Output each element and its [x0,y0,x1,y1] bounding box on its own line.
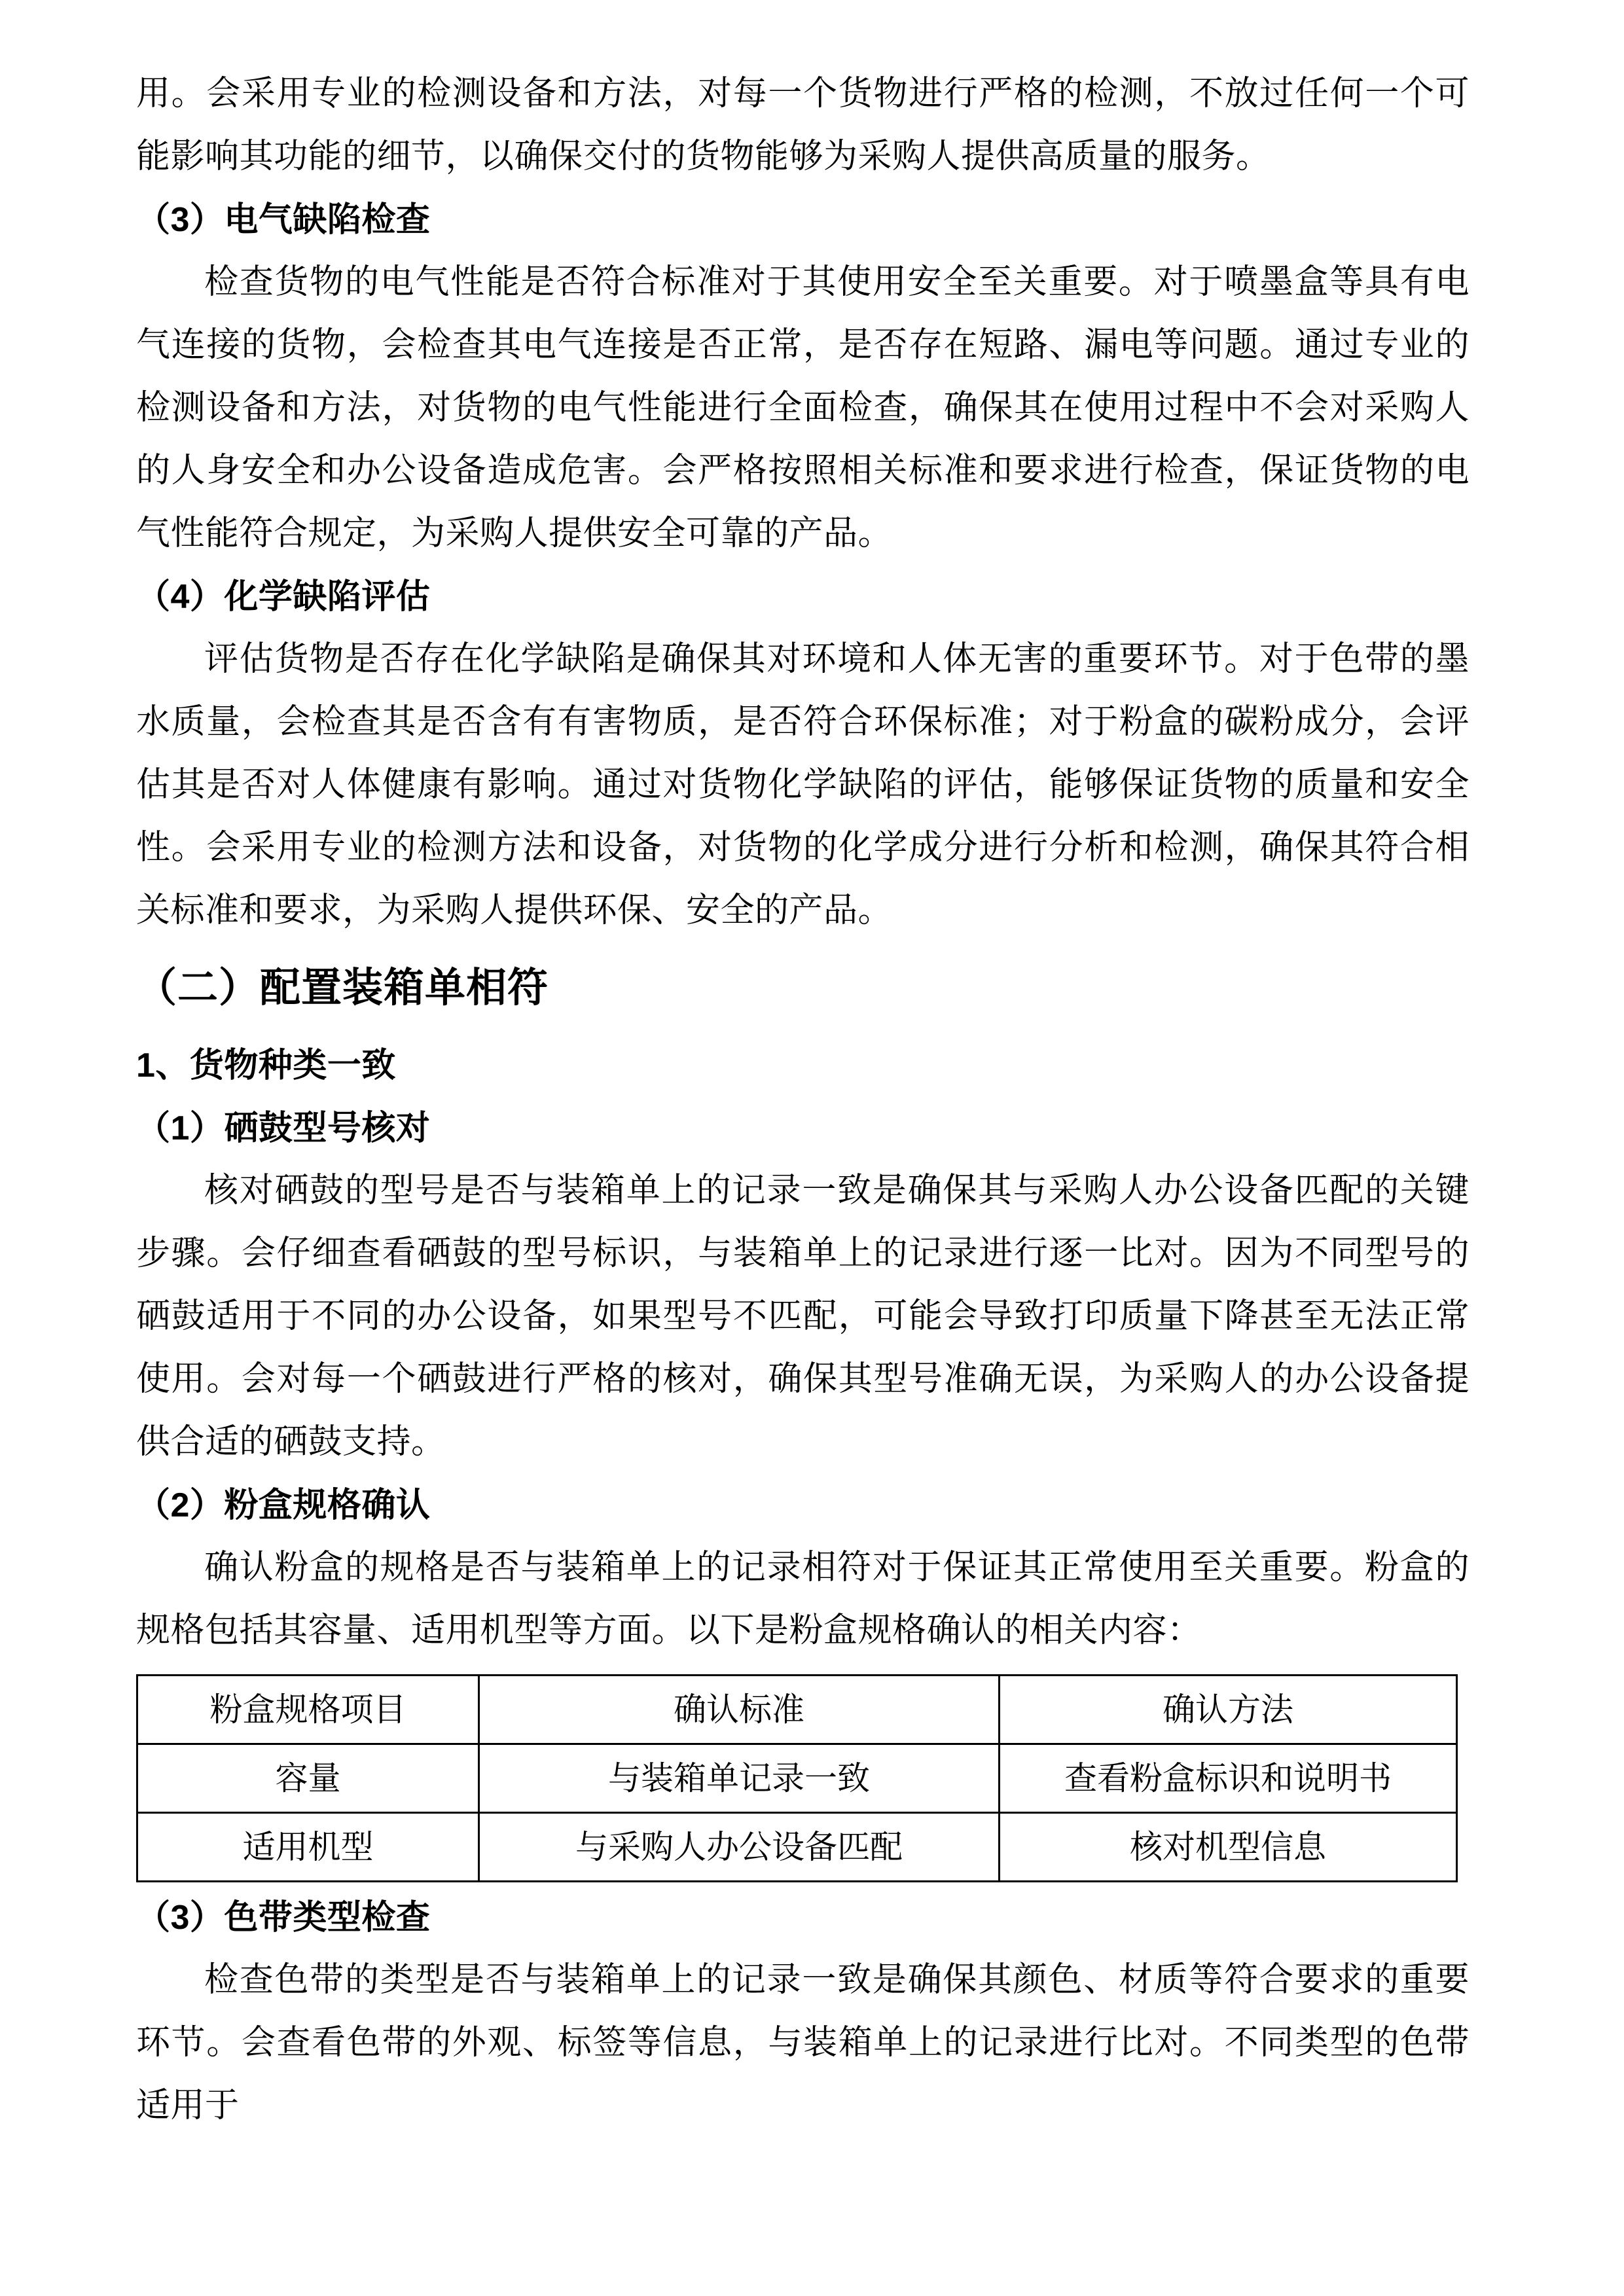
heading-toner-spec-confirm: （2）粉盒规格确认 [136,1486,431,1524]
paragraph-toner-spec-confirm: 确认粉盒的规格是否与装箱单上的记录相符对于保证其正常使用至关重要。粉盒的规格包括其容量、适用机型等方面。以下是粉盒规格确认的相关内容： [136,1549,1470,1649]
table-row [137,1813,1457,1882]
table-cell-standard: 与装箱单记录一致 [479,1744,1000,1813]
heading-drum-model-check: （1）硒鼓型号核对 [136,1109,431,1147]
paragraph-drum-model-check: 核对硒鼓的型号是否与装箱单上的记录一致是确保其与采购人办公设备匹配的关键步骤。会仔细查看硒鼓的型号标识，与装箱单上的记录进行逐一比对。因为不同型号的硒鼓适用于不同的办公设备，如果型号不匹配，可能会导致打印质量下降甚至无法正常使用。会对每一个硒鼓进行严格的核对，确保其型号准确无误，为采购人的办公设备提供合适的硒鼓支持。 [136,1172,1470,1461]
heading-chemical-defect-assessment: （4）化学缺陷评估 [136,578,431,616]
heading-electrical-defect-check: （3）电气缺陷检查 [136,201,431,239]
document-body [136,63,1470,2138]
table-row [137,1744,1457,1813]
table-cell-item: 适用机型 [137,1813,479,1882]
table-header-cell-item: 粉盒规格项目 [137,1676,479,1744]
toner-spec-table [136,1674,1458,1882]
table-cell-standard: 与采购人办公设备匹配 [479,1813,1000,1882]
heading-goods-type-consistent: 1、货物种类一致 [136,1047,396,1085]
table-cell-method: 核对机型信息 [1000,1813,1457,1882]
heading-spacer-top [136,942,1470,952]
table-cell-method: 查看粉盒标识和说明书 [1000,1744,1457,1813]
paragraph-electrical-defect: 检查货物的电气性能是否符合标准对于其使用安全至关重要。对于喷墨盒等具有电气连接的货物，会检查其电气连接是否正常，是否存在短路、漏电等问题。通过专业的检测设备和方法，对货物的电气性能进行全面检查，确保其在使用过程中不会对采购人的人身安全和办公设备造成危害。会严格按照相关标准和要求进行检查，保证货物的电气性能符合规定，为采购人提供安全可靠的产品。 [136,264,1470,552]
heading-ribbon-type-check: （3）色带类型检查 [136,1899,431,1937]
heading-spacer-mid [136,1025,1470,1034]
paragraph-continued-functional: 用。会采用专业的检测设备和方法，对每一个货物进行严格的检测，不放过任何一个可能影响其功能的细节，以确保交付的货物能够为采购人提供高质量的服务。 [136,75,1470,175]
table-cell-item: 容量 [137,1744,479,1813]
paragraph-chemical-defect: 评估货物是否存在化学缺陷是确保其对环境和人体无害的重要环节。对于色带的墨水质量，会检查其是否含有有害物质，是否符合环保标准；对于粉盒的碳粉成分，会评估其是否对人体健康有影响。通过对货物化学缺陷的评估，能够保证货物的质量和安全性。会采用专业的检测方法和设备，对货物的化学成分进行分析和检测，确保其符合相关标准和要求，为采购人提供环保、安全的产品。 [136,641,1470,929]
table-header-row [137,1676,1457,1744]
heading-packing-list-match: （二）配置装箱单相符 [136,965,549,1011]
paragraph-ribbon-type-check: 检查色带的类型是否与装箱单上的记录一致是确保其颜色、材质等符合要求的重要环节。会查看色带的外观、标签等信息，与装箱单上的记录进行比对。不同类型的色带适用于 [136,1962,1470,2125]
table-header-cell-standard: 确认标准 [479,1676,1000,1744]
table-header-cell-method: 确认方法 [1000,1676,1457,1744]
